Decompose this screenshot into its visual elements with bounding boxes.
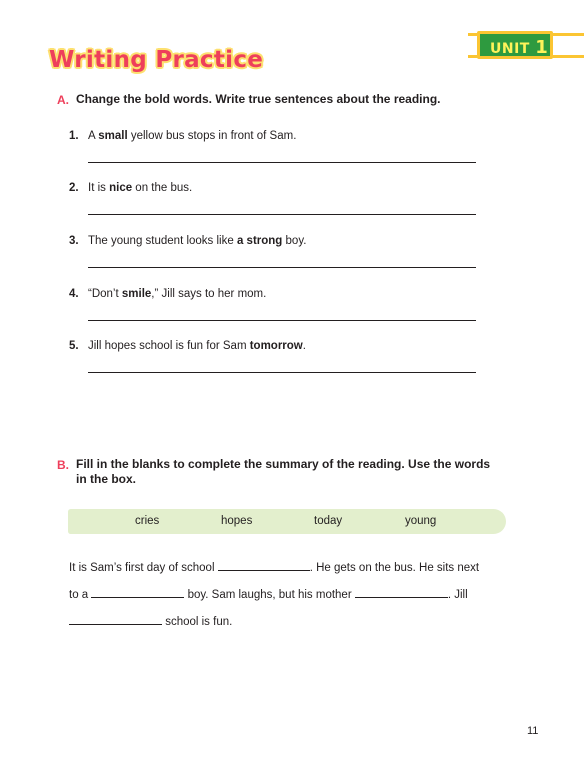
summary-line-2: to a boy. Sam laughs, but his mother . Jill xyxy=(69,586,468,601)
section-b-instruction-line1: Fill in the blanks to complete the summary of the reading. Use the words xyxy=(76,457,491,471)
word-box xyxy=(68,509,506,534)
item-number: 1. xyxy=(69,130,79,142)
blank-4[interactable] xyxy=(69,613,162,625)
word-young: young xyxy=(405,515,437,527)
summary-line-1: It is Sam’s first day of school . He gets on the bus. He sits next xyxy=(69,559,479,574)
section-a-instruction: Change the bold words. Write true sentences about the reading. xyxy=(76,92,441,106)
word-today: today xyxy=(314,515,343,527)
answer-line[interactable] xyxy=(88,372,476,373)
blank-2[interactable] xyxy=(91,586,184,598)
section-a-letter: A. xyxy=(57,93,69,107)
item-text: It is nice on the bus. xyxy=(88,182,193,194)
blank-3[interactable] xyxy=(355,586,448,598)
item-text: Jill hopes school is fun for Sam tomorrow. xyxy=(88,340,306,352)
answer-line[interactable] xyxy=(88,320,476,321)
blank-1[interactable] xyxy=(218,559,310,571)
unit-badge xyxy=(477,31,553,59)
word-hopes: hopes xyxy=(221,515,253,527)
answer-line[interactable] xyxy=(88,214,476,215)
item-number: 3. xyxy=(69,235,79,247)
item-text: “Don’t smile,” Jill says to her mom. xyxy=(88,288,267,300)
word-cries: cries xyxy=(135,515,160,527)
item-number: 4. xyxy=(69,288,79,300)
item-text: The young student looks like a strong boy. xyxy=(88,235,307,247)
section-b-instruction xyxy=(76,457,490,487)
unit-number: 1 xyxy=(535,37,549,58)
page-title: Writing Practice xyxy=(49,47,264,73)
page-number: 11 xyxy=(527,725,539,737)
answer-line[interactable] xyxy=(88,162,476,163)
summary-line-3: school is fun. xyxy=(69,613,232,628)
item-number: 2. xyxy=(69,182,79,194)
unit-label: UNIT xyxy=(490,41,530,57)
section-b-letter: B. xyxy=(57,458,69,472)
section-b-instruction-line2: in the box. xyxy=(76,472,136,486)
item-number: 5. xyxy=(69,340,79,352)
item-text: A small yellow bus stops in front of Sam. xyxy=(88,130,297,142)
unit-tab xyxy=(468,27,584,67)
answer-line[interactable] xyxy=(88,267,476,268)
